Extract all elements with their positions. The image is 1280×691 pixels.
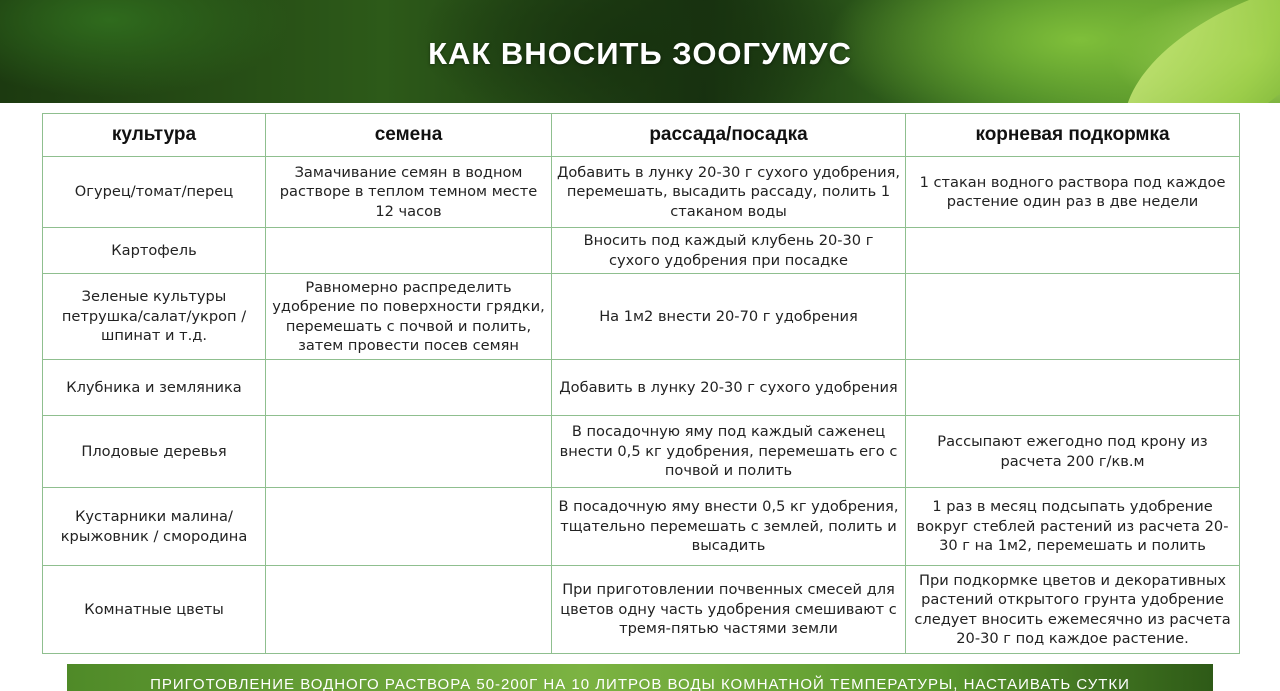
- page-title: КАК ВНОСИТЬ ЗООГУМУС: [428, 36, 852, 71]
- cell-seeds: [266, 228, 552, 274]
- header-seeds: семена: [266, 114, 552, 157]
- table-row: [43, 360, 1240, 416]
- header-banner: [0, 0, 1280, 103]
- header-seedlings: рассада/посадка: [552, 114, 906, 157]
- cell-seedlings: В посадочную яму под каждый саженец внести 0,5 кг удобрения, перемешать его с почвой и полить: [552, 416, 906, 488]
- cell-seedlings: Вносить под каждый клубень 20-30 г сухого удобрения при посадке: [552, 228, 906, 274]
- cell-culture: Картофель: [43, 228, 266, 274]
- cell-root-feeding: [906, 228, 1240, 274]
- cell-seeds: Равномерно распределить удобрение по поверхности грядки, перемешать с почвой и полить, затем провести посев семян: [266, 274, 552, 360]
- cell-seedlings: На 1м2 внести 20-70 г удобрения: [552, 274, 906, 360]
- cell-seedlings: При приготовлении почвенных смесей для цветов одну часть удобрения смешивают с тремя-пятью частями земли: [552, 566, 906, 654]
- cell-seedlings: В посадочную яму внести 0,5 кг удобрения, тщательно перемешать с землей, полить и высадить: [552, 488, 906, 566]
- table-row: [43, 157, 1240, 228]
- table-row: [43, 488, 1240, 566]
- cell-seeds: [266, 488, 552, 566]
- cell-seedlings: Добавить в лунку 20-30 г сухого удобрения: [552, 360, 906, 416]
- cell-root-feeding: 1 стакан водного раствора под каждое растение один раз в две недели: [906, 157, 1240, 228]
- table-row: [43, 416, 1240, 488]
- cell-root-feeding: Рассыпают ежегодно под крону из расчета 200 г/кв.м: [906, 416, 1240, 488]
- footer-banner: [67, 664, 1213, 691]
- table-row: [43, 228, 1240, 274]
- cell-seeds: Замачивание семян в водном растворе в теплом темном месте 12 часов: [266, 157, 552, 228]
- cell-seeds: [266, 360, 552, 416]
- cell-root-feeding: При подкормке цветов и декоративных растений открытого грунта удобрение следует вносить ежемесячно из расчета 20-30 г под каждое растение.: [906, 566, 1240, 654]
- cell-culture: Огурец/томат/перец: [43, 157, 266, 228]
- table-header-row: [43, 114, 1240, 157]
- cell-culture: Комнатные цветы: [43, 566, 266, 654]
- cell-seeds: [266, 416, 552, 488]
- cell-culture: Клубника и земляника: [43, 360, 266, 416]
- cell-root-feeding: 1 раз в месяц подсыпать удобрение вокруг стеблей растений из расчета 20-30 г на 1м2, перемешать и полить: [906, 488, 1240, 566]
- application-table: [42, 113, 1240, 654]
- header-root-feeding: корневая подкормка: [906, 114, 1240, 157]
- table-row: [43, 274, 1240, 360]
- cell-root-feeding: [906, 274, 1240, 360]
- cell-culture: Кустарники малина/крыжовник / смородина: [43, 488, 266, 566]
- cell-culture: Зеленые культуры петрушка/салат/укроп / шпинат и т.д.: [43, 274, 266, 360]
- table-row: [43, 566, 1240, 654]
- cell-seeds: [266, 566, 552, 654]
- header-culture: культура: [43, 114, 266, 157]
- cell-culture: Плодовые деревья: [43, 416, 266, 488]
- cell-root-feeding: [906, 360, 1240, 416]
- footer-note: ПРИГОТОВЛЕНИЕ ВОДНОГО РАСТВОРА 50-200Г НА 10 ЛИТРОВ ВОДЫ КОМНАТНОЙ ТЕМПЕРАТУРЫ, НАСТАИВАТЬ СУТКИ: [150, 676, 1130, 691]
- cell-seedlings: Добавить в лунку 20-30 г сухого удобрения, перемешать, высадить рассаду, полить 1 стаканом воды: [552, 157, 906, 228]
